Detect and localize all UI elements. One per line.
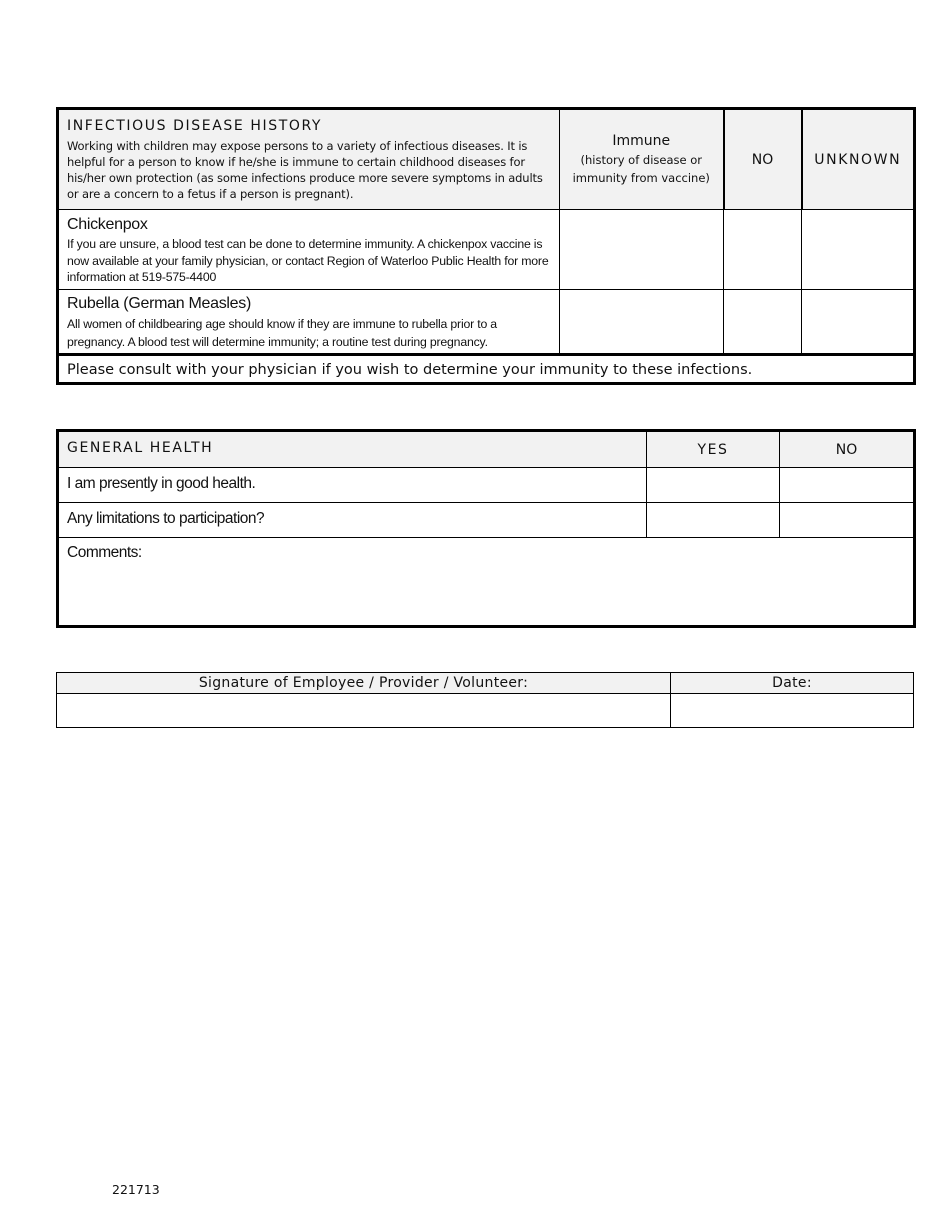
disease-row-rubella [58, 290, 915, 355]
disease-row-chickenpox [58, 210, 915, 290]
yes-column-header: YES [647, 431, 780, 468]
good-health-yes-cell[interactable] [647, 468, 780, 503]
unknown-column-header: UNKNOWN [802, 109, 915, 210]
chickenpox-unknown-cell[interactable] [802, 210, 915, 290]
rubella-immune-cell[interactable] [560, 290, 724, 355]
no-column-header: NO [724, 109, 802, 210]
rubella-no-cell[interactable] [724, 290, 802, 355]
general-health-title: GENERAL HEALTH [58, 431, 647, 468]
form-number: 221713 [112, 1182, 160, 1197]
question-limitations: Any limitations to participation? [58, 503, 647, 538]
good-health-no-cell[interactable] [780, 468, 915, 503]
rubella-unknown-cell[interactable] [802, 290, 915, 355]
disease-name: Rubella (German Measles) [67, 295, 251, 312]
consult-physician-note: Please consult with your physician if you wish to determine your immunity to these infections. [58, 355, 915, 384]
date-label: Date: [671, 673, 914, 694]
disease-note: If you are unsure, a blood test can be done to determine immunity. A chickenpox vaccine is now available at your family physician, or contact Region of Waterloo Public Health for more information at 519-575-4400 [67, 237, 549, 284]
health-question-row [58, 503, 915, 538]
infectious-title: INFECTIOUS DISEASE HISTORY [67, 118, 323, 134]
immune-label: Immune [612, 132, 671, 149]
signature-field[interactable] [57, 694, 671, 728]
chickenpox-immune-cell[interactable] [560, 210, 724, 290]
infectious-header-cell [58, 109, 560, 210]
signature-table [56, 672, 914, 728]
chickenpox-no-cell[interactable] [724, 210, 802, 290]
limitations-yes-cell[interactable] [647, 503, 780, 538]
disease-name: Chickenpox [67, 216, 148, 233]
immune-sublabel: (history of disease or immunity from vaccine) [572, 152, 710, 185]
no-column-header: NO [780, 431, 915, 468]
signature-label: Signature of Employee / Provider / Volunteer: [57, 673, 671, 694]
question-good-health: I am presently in good health. [58, 468, 647, 503]
health-question-row [58, 468, 915, 503]
comments-field[interactable] [58, 538, 915, 627]
date-field[interactable] [671, 694, 914, 728]
general-health-table [56, 429, 916, 628]
comments-label: Comments: [67, 544, 142, 561]
immune-column-header [560, 109, 724, 210]
disease-note: All women of childbearing age should know if they are immune to rubella prior to a pregnancy. A blood test will determine immunity; a routine test during pregnancy. [67, 317, 497, 349]
limitations-no-cell[interactable] [780, 503, 915, 538]
infectious-disease-table [56, 107, 916, 385]
infectious-intro: Working with children may expose persons to a variety of infectious diseases. It is helpful for a person to know if he/she is immune to certain childhood diseases for his/her own protection (as some infections produce more severe symptoms in adults or are a concern to a fetus if a person is pregnant). [67, 139, 543, 201]
